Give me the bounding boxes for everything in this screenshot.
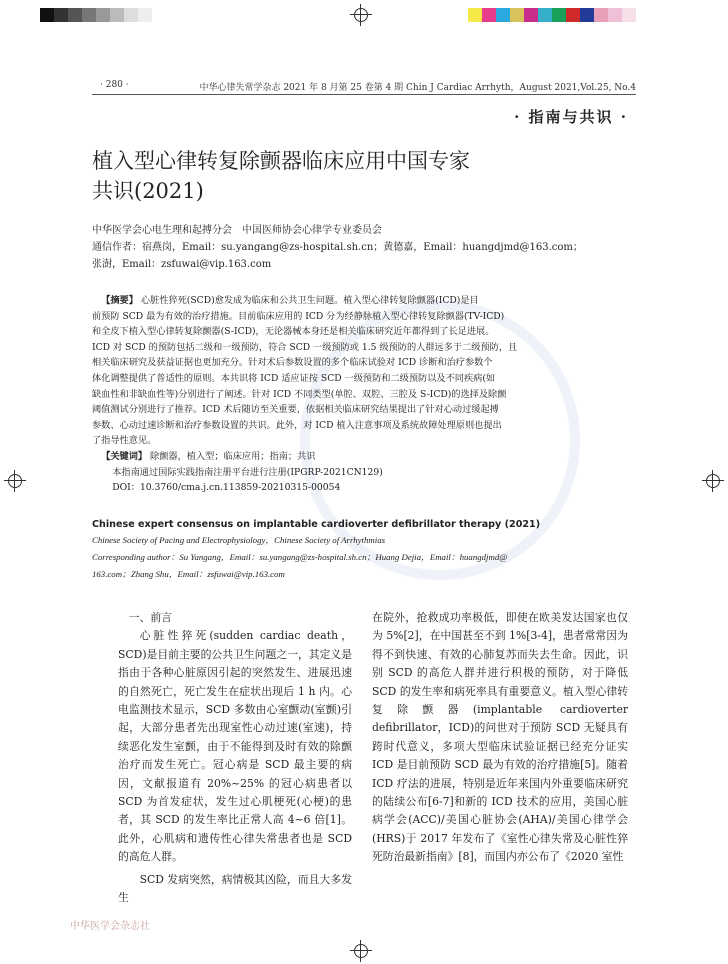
gray-swatch [82,8,96,22]
english-title: Chinese expert consensus on implantable cardioverter defibrillator therapy (2021) [92,519,541,530]
body-paragraph: 心脏性猝死(sudden cardiac death，SCD)是目前主要的公共卫生问题之一，其定义是指由于各种心脏原因引起的突然发生、进展迅速的自然死亡，死亡发生在症状出现后 1 h 内。心电监测技术显示，SCD 多数由心室颤动(室颤)引起，大部分患者先出现室性心动过速(室速)，持续恶化发生室颤，由于不能得到及时有效的除颤治疗而发生死亡。冠心病是 SCD 最主要的病因，文献报道有 20%~25% 的冠心病患者以 SCD 为首发症状，发生过心肌梗死(心梗)的患者，其 SCD 的发生率比正常人高 4~6 倍[1]。此外，心肌病和遗传性心律失常患者也是 SCD 的高危人群。 [118,629,352,864]
english-abstract-header [92,519,640,583]
registration-mark-right [702,470,724,492]
section-heading: 一、前言 [128,611,172,624]
author-block [92,222,652,273]
cmyk-swatch [482,8,496,22]
journal-header: 中华心律失常学杂志 2021 年 8 月第 25 卷第 4 期 Chin J Cardiac Arrhyth，August 2021,Vol.25, No.4 [199,83,636,93]
abstract-line: 相关临床研究及获益证据也更加充分。针对术后参数设置的多个临床试验对 ICD 诊断和治疗参数个 [92,357,493,369]
article-title [92,146,470,206]
author-affiliations: 中华医学会心电生理和起搏分会 中国医师协会心律学专业委员会 [92,225,382,236]
keywords-label: 【关键词】 [101,450,148,462]
abstract [92,293,640,496]
cmyk-swatch [496,8,510,22]
abstract-line: 阈值测试分别进行了推荐。ICD 术后随访至关重要，依据相关临床研究结果提出了针对心动过缓起搏 [92,404,499,416]
abstract-line: 参数、心动过速诊断和治疗参数设置的共识。此外，对 ICD 植入注意事项及系统故障处理原则也提出 [92,419,502,431]
section-tag: · 指南与共识 · [514,108,628,126]
gray-swatch [138,8,152,22]
abstract-line: 缺血性和非缺血性等)分别进行了阐述。针对 ICD 不同类型(单腔、双腔、三腔及 S-ICD)的选择及除颤 [92,388,507,400]
page-number: · 280 · [100,80,129,90]
cmyk-swatch [524,8,538,22]
gray-swatch [68,8,82,22]
cmyk-swatch [608,8,622,22]
title-line-2: 共识(2021) [92,179,204,203]
body-column-left [118,609,352,908]
registration-mark-bottom [350,940,372,962]
cmyk-swatch [622,8,636,22]
gray-swatch [96,8,110,22]
gray-swatch [110,8,124,22]
gray-swatch [124,8,138,22]
cmyk-swatch [566,8,580,22]
corresponding-authors: 通信作者：宿燕岗，Email：su.yangang@zs-hospital.sh.cn；黄德嘉，Email：huangdjmd@163.com； [92,242,583,253]
cmyk-swatch [594,8,608,22]
corresponding-authors-cont: 张澍，Email：zsfuwai@vip.163.com [92,259,272,270]
gray-swatch [40,8,54,22]
abstract-line: 体化调整提供了普适性的原则。本共识将 ICD 适应证按 SCD 一级预防和二级预防以及不同疾病(如 [92,372,496,384]
abstract-label: 【摘要】 [101,295,138,306]
english-corresponding-cont: 163.com；Zhang Shu，Email：zsfuwai@vip.163.com [92,569,285,579]
abstract-line: ICD 对 SCD 的预防包括二级和一级预防，符合 SCD 一级预防或 1.5 级预防的人群远多于二级预防，且 [92,341,518,353]
registration-mark-left [4,470,26,492]
abstract-line: 心脏性猝死(SCD)愈发成为临床和公共卫生问题。植入型心律转复除颤器(ICD)是目 [140,295,479,306]
cmyk-swatch [468,8,482,22]
registration-mark-top [350,4,372,26]
gray-color-bar [40,8,152,22]
registration: 本指南通过国际实践指南注册平台进行注册(IPGRP-2021CN129) [112,466,383,478]
cmyk-swatch [510,8,524,22]
body-paragraph: 在院外，抢救成功率极低，即使在欧美发达国家也仅为 5%[2]，在中国甚至不到 1%[3-4]，患者常常因为得不到快速、有效的心肺复苏而失去生命。因此，识别 SCD 的高危人群并进行积极的预防，对于降低 SCD 的发生率和病死率具有重要意义。植入型心律转复除颤器(implantable cardioverter defibrillator，ICD)的问世对于预防 SCD 无疑具有跨时代意义，多项大型临床试验证据已经充分证实 ICD 是目前预防 SCD 最为有效的治疗措施[5]。随着 ICD 疗法的进展，特别是近年来国内外重要临床研究的陆续公布[6-7]和新的 ICD 技术的应用，美国心脏病学会(ACC)/美国心脏协会(AHA)/美国心律学会(HRS)于 2017 年发布了《室性心律失常及心脏性猝死防治最新指南》[8]，而国内亦公布了《2020 室性 [372,611,628,864]
cmyk-color-bar [468,8,636,22]
cmyk-swatch [552,8,566,22]
cmyk-swatch [580,8,594,22]
header-rule [92,94,636,95]
abstract-line: 和全皮下植入型心律转复除颤器(S-ICD)，无论器械本身还是相关临床研究近年都得到了长足进展。 [92,326,495,338]
keywords: 除颤器，植入型；临床应用；指南；共识 [150,450,316,462]
cmyk-swatch [538,8,552,22]
gray-swatch [54,8,68,22]
english-corresponding: Corresponding author：Su Yangang，Email：su.yangang@zs-hospital.sh.cn；Huang Dejia，Email：huangdjmd@ [92,552,508,562]
doi: DOI：10.3760/cma.j.cn.113859-20210315-00054 [112,482,341,494]
body-column-right [372,609,628,867]
abstract-line: 前预防 SCD 最为有效的治疗措施。目前临床应用的 ICD 分为经静脉植入型心律转复除颤器(TV-ICD) [92,310,505,322]
abstract-line: 了指导性意见。 [92,435,157,447]
title-line-1: 植入型心律转复除颤器临床应用中国专家 [92,149,470,173]
body-paragraph: SCD 发病突然，病情极其凶险，而且大多发生 [118,872,352,905]
english-affiliations: Chinese Society of Pacing and Electrophysiology，Chinese Society of Arrhythmias [92,535,386,545]
publisher-logo: 中华医学会杂志社 [70,921,150,932]
